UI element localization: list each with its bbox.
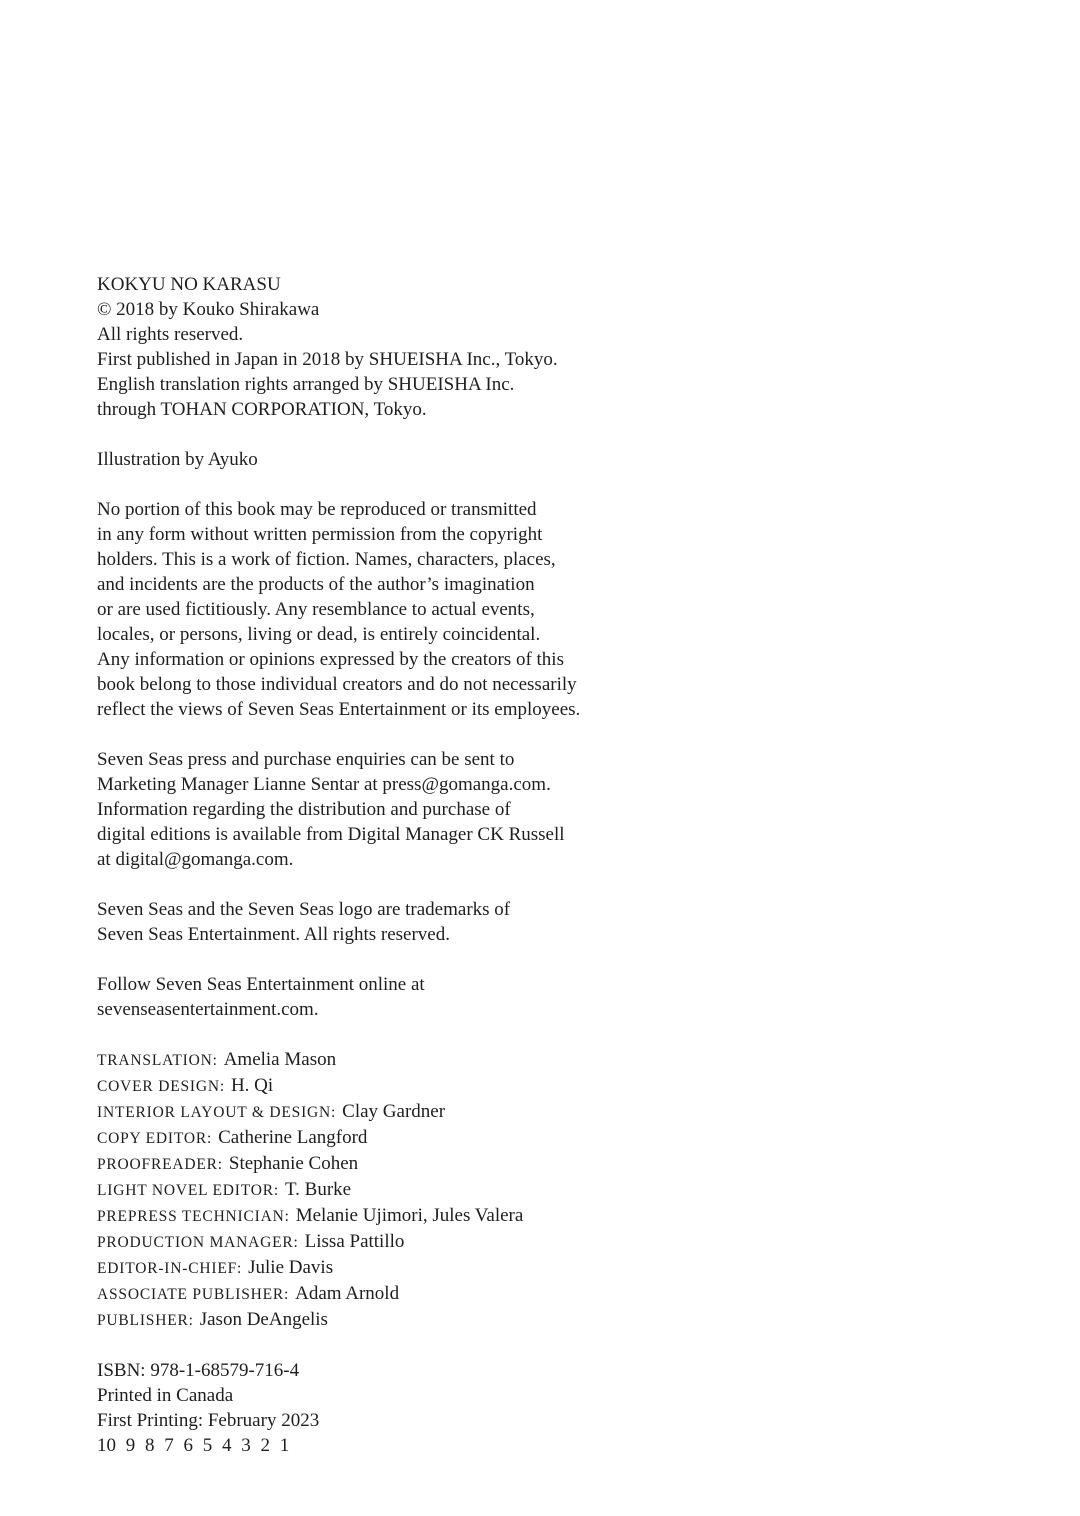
printing-info (97, 1358, 1020, 1458)
credit-row (97, 1151, 1020, 1177)
credit-role: PRODUCTION MANAGER: (97, 1234, 299, 1251)
isbn-line: ISBN: 978-1-68579-716-4 (97, 1360, 300, 1381)
credit-role: PREPRESS TECHNICIAN: (97, 1208, 290, 1225)
follow-info (97, 972, 1020, 1022)
credit-role: LIGHT NOVEL EDITOR: (97, 1182, 279, 1199)
legal-notice-line: reflect the views of Seven Seas Entertainment or its employees. (97, 699, 581, 720)
legal-notice-line: or are used fictitiously. Any resemblance to actual events, (97, 599, 535, 620)
legal-notice-line: holders. This is a work of fiction. Names, characters, places, (97, 549, 556, 570)
credit-role: TRANSLATION: (97, 1052, 218, 1069)
contact-info-line: Seven Seas press and purchase enquiries can be sent to (97, 749, 515, 770)
credit-name: Clay Gardner (342, 1101, 446, 1122)
contact-info-line: digital editions is available from Digital Manager CK Russell (97, 824, 565, 845)
credit-row (97, 1281, 1020, 1307)
credit-role: COPY EDITOR: (97, 1130, 213, 1147)
contact-info (97, 747, 1020, 872)
credit-row (97, 1177, 1020, 1203)
staff-credits (97, 1047, 1020, 1333)
credit-row (97, 1307, 1020, 1333)
contact-info-line: at digital@gomanga.com. (97, 849, 294, 870)
illustration-credit-line: Illustration by Ayuko (97, 449, 258, 470)
credit-row (97, 1099, 1020, 1125)
credit-name: Jason DeAngelis (199, 1309, 328, 1330)
credit-name: T. Burke (284, 1179, 352, 1200)
translation-rights-line: through TOHAN CORPORATION, Tokyo. (97, 399, 427, 420)
translation-rights-line: English translation rights arranged by SHUEISHA Inc. (97, 374, 515, 395)
credit-role: COVER DESIGN: (97, 1078, 225, 1095)
copyright-line: © 2018 by Kouko Shirakawa (97, 299, 320, 320)
legal-notice-line: and incidents are the products of the author’s imagination (97, 574, 535, 595)
credit-name: Amelia Mason (223, 1049, 337, 1070)
credit-name: Adam Arnold (295, 1283, 400, 1304)
printed-in-line: Printed in Canada (97, 1385, 234, 1406)
contact-info-line: Information regarding the distribution and purchase of (97, 799, 511, 820)
copyright-block (97, 272, 1020, 422)
credit-row (97, 1229, 1020, 1255)
first-published-line: First published in Japan in 2018 by SHUEISHA Inc., Tokyo. (97, 349, 558, 370)
follow-info-line: Follow Seven Seas Entertainment online at (97, 974, 425, 995)
credit-name: H. Qi (230, 1075, 274, 1096)
legal-notice-line: book belong to those individual creators and do not necessarily (97, 674, 577, 695)
legal-notice-line: No portion of this book may be reproduced or transmitted (97, 499, 537, 520)
legal-notice-line: in any form without written permission from the copyright (97, 524, 543, 545)
trademark-notice-line: Seven Seas and the Seven Seas logo are trademarks of (97, 899, 511, 920)
legal-notice-line: locales, or persons, living or dead, is entirely coincidental. (97, 624, 541, 645)
trademark-notice (97, 897, 1020, 947)
credit-name: Lissa Pattillo (304, 1231, 405, 1252)
trademark-notice-line: Seven Seas Entertainment. All rights reserved. (97, 924, 450, 945)
illustration-credit (97, 447, 1020, 472)
credit-name: Catherine Langford (218, 1127, 368, 1148)
credit-name: Melanie Ujimori, Jules Valera (295, 1205, 524, 1226)
first-printing-line: First Printing: February 2023 (97, 1410, 320, 1431)
credit-row (97, 1255, 1020, 1281)
book-title: KOKYU NO KARASU (97, 274, 281, 295)
credit-row (97, 1125, 1020, 1151)
credit-role: ASSOCIATE PUBLISHER: (97, 1286, 290, 1303)
credit-role: EDITOR-IN-CHIEF: (97, 1260, 243, 1277)
legal-notice-line: Any information or opinions expressed by the creators of this (97, 649, 564, 670)
legal-notice (97, 497, 1020, 722)
credit-role: PUBLISHER: (97, 1312, 194, 1329)
website-text: sevenseasentertainment.com. (97, 999, 319, 1020)
credit-row (97, 1203, 1020, 1229)
credit-row (97, 1073, 1020, 1099)
rights-reserved-line: All rights reserved. (97, 324, 244, 345)
credit-row (97, 1047, 1020, 1073)
credit-role: INTERIOR LAYOUT & DESIGN: (97, 1104, 337, 1121)
contact-info-line: Marketing Manager Lianne Sentar at press@gomanga.com. (97, 774, 551, 795)
credit-name: Stephanie Cohen (228, 1153, 359, 1174)
credit-role: PROOFREADER: (97, 1156, 223, 1173)
credit-name: Julie Davis (248, 1257, 334, 1278)
printers-key: 10 9 8 7 6 5 4 3 2 1 (97, 1435, 290, 1456)
